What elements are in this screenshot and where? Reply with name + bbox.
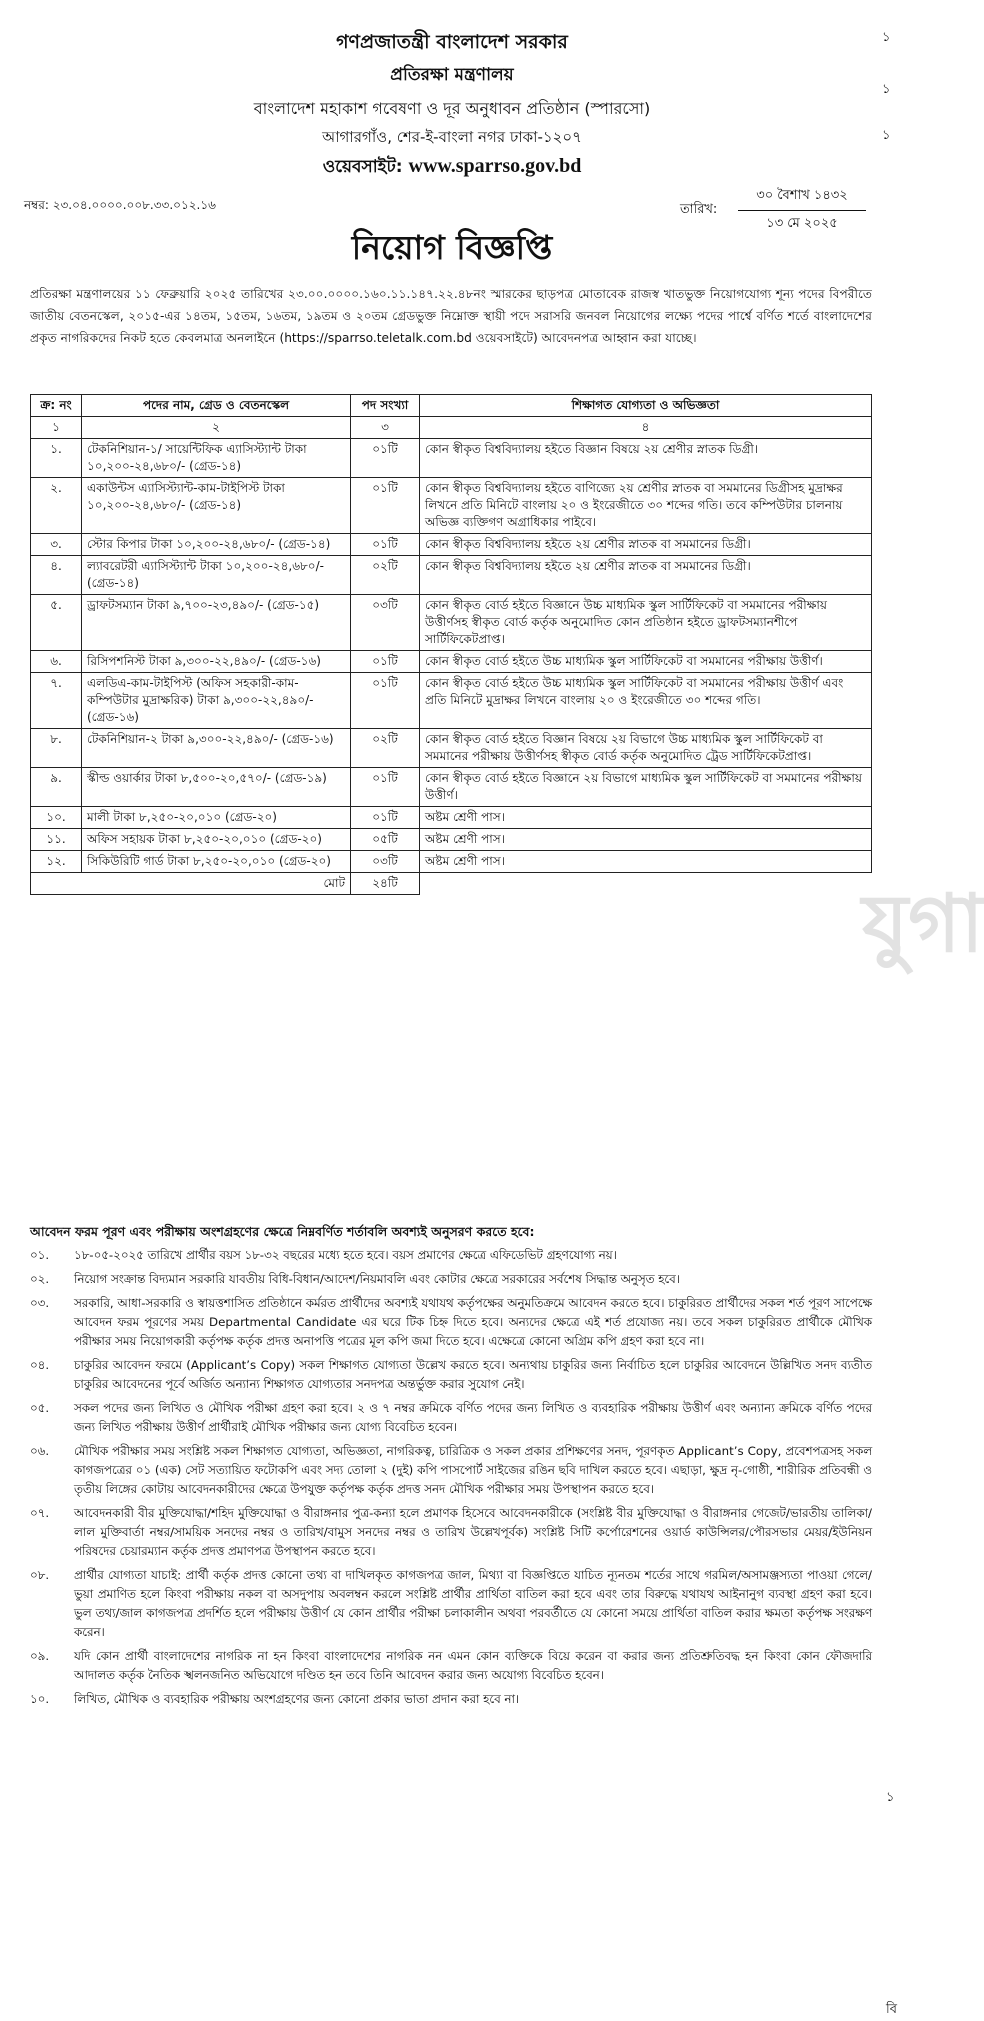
row-count: ০৩টি	[351, 595, 420, 651]
row-post: স্কীল্ড ওয়ার্কার টাকা ৮,৫০০-২০,৫৭০/- (গ্রেড-১৯)	[82, 768, 351, 807]
table-total-row	[31, 873, 872, 895]
row-count: ০১টি	[351, 807, 420, 829]
table-row	[31, 768, 872, 807]
condition-number: ০৫.	[30, 1401, 50, 1415]
row-qualification: অষ্টম শ্রেণী পাস।	[420, 807, 872, 829]
table-header-row	[31, 395, 872, 417]
condition-item	[30, 1566, 872, 1642]
row-count: ০১টি	[351, 651, 420, 673]
row-count: ০২টি	[351, 556, 420, 595]
row-qualification: অষ্টম শ্রেণী পাস।	[420, 829, 872, 851]
table-row	[31, 595, 872, 651]
header-count: পদ সংখ্যা	[351, 395, 420, 417]
total-label: মোট	[31, 873, 351, 895]
table-row	[31, 651, 872, 673]
condition-text: প্রার্থীর যোগ্যতা যাচাই: প্রার্থী কর্তৃক প্রদত্ত কোনো তথ্য বা দাখিলকৃত কাগজপত্র জাল, মিথ্যা বা বিজ্ঞপ্তিতে যাচিত ন্যূনতম শর্তের সাথে গরমিল/অসামঞ্জস্যতা পাওয়া গেলে/ভুয়া প্রমাণিত হলে কিংবা পরীক্ষায় নকল বা অসদুপায় অবলম্বন করলে সংশ্লিষ্ট প্রার্থীর প্রার্থিতা বাতিল করা হবে এবং তার বিরুদ্ধে যথাযথ আইনানুগ ব্যবস্থা গ্রহণ করা হবে। ভুল তথ্য/জাল কাগজপত্র প্রদর্শিত হলে পরীক্ষায় উত্তীর্ণ যে কোন প্রার্থীর পরীক্ষা চলাকালীন অথবা পরবর্তীতে যে কোনো সময়ে প্রার্থিতা বাতিল করার ক্ষমতা কর্তৃপক্ষ সংরক্ষণ করেন।	[74, 1568, 872, 1639]
edge-mark: বি	[886, 2002, 897, 2017]
table-row	[31, 534, 872, 556]
row-count: ০১টি	[351, 439, 420, 478]
row-qualification: কোন স্বীকৃত বিশ্ববিদ্যালয় হইতে ২য় শ্রেণীর স্নাতক বা সমমানের ডিগ্রী।	[420, 534, 872, 556]
watermark: যুগা	[862, 877, 984, 970]
edge-mark: ১	[882, 30, 891, 45]
edge-mark: ১	[886, 1790, 895, 1805]
condition-item	[30, 1647, 872, 1685]
condition-item	[30, 1270, 872, 1289]
condition-text: সরকারি, আধা-সরকারি ও স্বায়ত্তশাসিত প্রতিষ্ঠানে কর্মরত প্রার্থীদের অবশ্যই যথাযথ কর্তৃপক্ষের অনুমতিক্রমে আবেদন করতে হবে। চাকুরিরত প্রার্থীদের সকল শর্ত পূরণ সাপেক্ষে আবেদন ফরম পূরণের সময় Departmental Candidate এর ঘরে টিক চিহ্ন দিতে হবে। অন্যদের ক্ষেত্রে এই শর্ত প্রযোজ্য নয়। তবে সকল চাকুরিরত প্রার্থীকে মৌখিক পরীক্ষার সময় নিয়োগকারী কর্তৃপক্ষ কর্তৃক প্রদত্ত অনাপত্তি পত্রের মূল কপি জমা দিতে হবে। এক্ষেত্রে কোনো অগ্রিম কপি গ্রহণ করা হবে না।	[74, 1296, 872, 1348]
col-number: ৪	[420, 417, 872, 439]
row-count: ০১টি	[351, 478, 420, 534]
row-post: অফিস সহায়ক টাকা ৮,২৫০-২০,০১০ (গ্রেড-২০)	[82, 829, 351, 851]
condition-number: ০৯.	[30, 1649, 50, 1663]
condition-text: সকল পদের জন্য লিখিত ও মৌখিক পরীক্ষা গ্রহণ করা হবে। ২ ও ৭ নম্বর ক্রমিকে বর্ণিত পদের জন্য লিখিত ও ব্যবহারিক পরীক্ষায় উত্তীর্ণ এবং অন্যান্য ক্রমিকে বর্ণিত পদের জন্য লিখিত পরীক্ষায় উত্তীর্ণ প্রার্থীরাই মৌখিক পরীক্ষার জন্য যোগ্য বিবেচিত হবেন।	[74, 1401, 872, 1434]
condition-number: ০৩.	[30, 1296, 50, 1310]
condition-number: ০৮.	[30, 1568, 50, 1582]
row-qualification: কোন স্বীকৃত বিশ্ববিদ্যালয় হইতে বাণিজ্যে ২য় শ্রেণীর স্নাতক বা সমমানের ডিগ্রীসহ মুদ্রাক্ষর লিখনে প্রতি মিনিটে বাংলায় ২০ ও ইংরেজীতে ৩০ শব্দের গতি। তবে কম্পিউটার চালনায় অভিজ্ঞ ব্যক্তিগণ অগ্রাধিকার পাইবে।	[420, 478, 872, 534]
row-count: ০৩টি	[351, 851, 420, 873]
condition-text: যদি কোন প্রার্থী বাংলাদেশের নাগরিক না হন কিংবা বাংলাদেশের নাগরিক নন এমন কোন ব্যক্তিকে বিয়ে করেন বা করার জন্য প্রতিশ্রুতিবদ্ধ হন কিংবা কোন ফৌজদারি আদালত কর্তৃক নৈতিক স্খলনজনিত অভিযোগে দণ্ডিত হন তবে তিনি আবেদন করার জন্য অযোগ্য বিবেচিত হবেন।	[74, 1649, 872, 1682]
condition-item	[30, 1399, 872, 1437]
row-post: ল্যাবরেটরী এ্যাসিস্ট্যান্ট টাকা ১০,২০০-২৪,৬৮০/- (গ্রেড-১৪)	[82, 556, 351, 595]
table-row	[31, 729, 872, 768]
date-english: ১৩ মে ২০২৫	[766, 216, 838, 231]
header-serial: ক্র: নং	[31, 395, 82, 417]
row-qualification: কোন স্বীকৃত বিশ্ববিদ্যালয় হইতে ২য় শ্রেণীর স্নাতক বা সমমানের ডিগ্রী।	[420, 556, 872, 595]
row-post: এলডিএ-কাম-টাইপিস্ট (অফিস সহকারী-কাম-কম্পিউটার মুদ্রাক্ষরিক) টাকা ৯,৩০০-২২,৪৯০/- (গ্রেড-১৬)	[82, 673, 351, 729]
condition-number: ১০.	[30, 1692, 50, 1706]
row-post: স্টোর কিপার টাকা ১০,২০০-২৪,৬৮০/- (গ্রেড-১৪)	[82, 534, 351, 556]
edge-mark: ১	[882, 82, 891, 97]
col-number: ১	[31, 417, 82, 439]
conditions-heading: আবেদন ফরম পূরণ এবং পরীক্ষায় অংশগ্রহণের ক্ষেত্রে নিম্নবর্ণিত শর্তাবলি অবশ্যই অনুসরণ করতে হবে:	[30, 1224, 535, 1239]
condition-text: ১৮-০৫-২০২৫ তারিখে প্রার্থীর বয়স ১৮-৩২ বছরের মধ্যে হতে হবে। বয়স প্রমাণের ক্ষেত্রে এফিডেভিট গ্রহণযোগ্য নয়।	[74, 1248, 617, 1262]
condition-item	[30, 1504, 872, 1561]
table-column-number-row	[31, 417, 872, 439]
condition-text: লিখিত, মৌখিক ও ব্যবহারিক পরীক্ষায় অংশগ্রহণের জন্য কোনো প্রকার ভাতা প্রদান করা হবে না।	[74, 1692, 520, 1706]
row-qualification: কোন স্বীকৃত বোর্ড হইতে বিজ্ঞানে ২য় বিভাগে মাধ্যমিক স্কুল সার্টিফিকেট বা সমমানের পরীক্ষায় উত্তীর্ণ।	[420, 768, 872, 807]
header-website	[0, 154, 904, 182]
row-serial: ৫.	[31, 595, 82, 651]
row-serial: ৭.	[31, 673, 82, 729]
website-url: www.sparrso.gov.bd	[408, 155, 582, 177]
condition-number: ০৭.	[30, 1506, 50, 1520]
website-label: ওয়েবসাইট:	[322, 157, 403, 177]
date-label: তারিখ:	[680, 202, 718, 217]
col-number: ৩	[351, 417, 420, 439]
condition-item	[30, 1294, 872, 1351]
table-row	[31, 478, 872, 534]
row-serial: ১১.	[31, 829, 82, 851]
row-post: টেকনিশিয়ান-১/ সায়েন্টিফিক এ্যাসিস্ট্যান্ট টাকা ১০,২০০-২৪,৬৮০/- (গ্রেড-১৪)	[82, 439, 351, 478]
row-post: ড্রাফটসম্যান টাকা ৯,৭০০-২৩,৪৯০/- (গ্রেড-১৫)	[82, 595, 351, 651]
row-count: ০২টি	[351, 729, 420, 768]
intro-paragraph: প্রতিরক্ষা মন্ত্রণালয়ের ১১ ফেব্রুয়ারি ২০২৫ তারিখের ২৩.০০.০০০০.১৬০.১১.১৪৭.২২.৪৮নং স্মারকের ছাড়পত্র মোতাবেক রাজস্ব খাতভুক্ত নিয়োগযোগ্য শূন্য পদের বিপরীতে জাতীয় বেতনস্কেল, ২০১৫-এর ১৪তম, ১৫তম, ১৬তম, ১৯তম ও ২০তম গ্রেডভুক্ত নিম্নোক্ত স্থায়ী পদে সরাসরি জনবল নিয়োগের লক্ষ্যে পদের পার্শ্বে বর্ণিত শর্তে বাংলাদেশের প্রকৃত নাগরিকদের নিকট হতে কেবলমাত্র অনলাইনে (https://sparrso.teletalk.com.bd ওয়েবসাইটে) আবেদনপত্র আহ্বান করা যাচ্ছে।	[30, 287, 872, 345]
row-qualification: কোন স্বীকৃত বোর্ড হইতে বিজ্ঞানে উচ্চ মাধ্যমিক স্কুল সার্টিফিকেট বা সমমানের পরীক্ষায় উত্তীর্ণসহ স্বীকৃত বোর্ড কর্তৃক অনুমোদিত কোন প্রতিষ্ঠান হইতে ড্রাফটসম্যানশীপে সার্টিফিকেটপ্রাপ্ত।	[420, 595, 872, 651]
condition-item	[30, 1246, 872, 1265]
row-count: ০১টি	[351, 534, 420, 556]
condition-item	[30, 1356, 872, 1394]
condition-item	[30, 1690, 872, 1709]
condition-number: ০৪.	[30, 1358, 50, 1372]
condition-text: মৌখিক পরীক্ষার সময় সংশ্লিষ্ট সকল শিক্ষাগত যোগ্যতা, অভিজ্ঞতা, নাগরিকত্ব, চারিত্রিক ও সকল প্রকার প্রশিক্ষণের সনদ, পূরণকৃত Applicant’s Copy, প্রবেশপত্রসহ সকল কাগজপত্রের ০১ (এক) সেট সত্যায়িত ফটোকপি এবং সদ্য তোলা ২ (দুই) কপি পাসপোর্ট সাইজের রঙিন ছবি দাখিল করতে হবে। এছাড়া, ক্ষুদ্র নৃ-গোষ্ঠী, শারীরিক প্রতিবন্ধী ও তৃতীয় লিঙ্গের কোটায় আবেদনকারীদের ক্ষেত্রে উপযুক্ত কর্তৃপক্ষ কর্তৃক প্রদত্ত সনদ মৌখিক পরীক্ষার সময় উপস্থাপন করতে হবে।	[74, 1444, 872, 1496]
total-empty	[420, 873, 872, 895]
row-qualification: অষ্টম শ্রেণী পাস।	[420, 851, 872, 873]
header-qualification: শিক্ষাগত যোগ্যতা ও অভিজ্ঞতা	[420, 395, 872, 417]
col-number: ২	[82, 417, 351, 439]
table-row	[31, 439, 872, 478]
condition-item	[30, 1442, 872, 1499]
row-qualification: কোন স্বীকৃত বোর্ড হইতে উচ্চ মাধ্যমিক স্কুল সার্টিফিকেট বা সমমানের পরীক্ষায় উত্তীর্ণ।	[420, 651, 872, 673]
edge-mark: ১	[882, 128, 891, 143]
row-serial: ৮.	[31, 729, 82, 768]
table-row	[31, 556, 872, 595]
condition-text: আবেদনকারী বীর মুক্তিযোদ্ধা/শহিদ মুক্তিযোদ্ধা ও বীরাঙ্গনার পুত্র-কন্যা হলে প্রমাণক হিসেবে আবেদনকারীকে (সংশ্লিষ্ট বীর মুক্তিযোদ্ধা ও বীরাঙ্গনার গেজেট/ভারতীয় তালিকা/লাল মুক্তিবার্তা নম্বর/সাময়িক সনদের নম্বর ও তারিখ/বামুস সনদের নম্বর ও তারিখ উল্লেখপূর্বক) সংশ্লিষ্ট সিটি কর্পোরেশনের ওয়ার্ড কাউন্সিলর/পৌরসভার মেয়র/ইউনিয়ন পরিষদের চেয়ারম্যান কর্তৃক প্রদত্ত প্রমাণপত্র উপস্থাপন করতে হবে।	[74, 1506, 872, 1558]
header-ministry: প্রতিরক্ষা মন্ত্রণালয়	[390, 65, 514, 85]
row-serial: ৯.	[31, 768, 82, 807]
row-serial: ৩.	[31, 534, 82, 556]
table-row	[31, 851, 872, 873]
row-post: মালী টাকা ৮,২৫০-২০,০১০ (গ্রেড-২০)	[82, 807, 351, 829]
conditions-list	[30, 1246, 872, 1714]
row-serial: ১০.	[31, 807, 82, 829]
row-serial: ১২.	[31, 851, 82, 873]
row-count: ০৫টি	[351, 829, 420, 851]
date-bangla: ৩০ বৈশাখ ১৪৩২	[738, 186, 866, 211]
condition-text: নিয়োগ সংক্রান্ত বিদ্যমান সরকারি যাবতীয় বিধি-বিধান/আদেশ/নিয়মাবলি এবং কোটার ক্ষেত্রে সরকারের সর্বশেষ সিদ্ধান্ত অনুসৃত হবে।	[74, 1272, 680, 1286]
total-count: ২৪টি	[351, 873, 420, 895]
condition-number: ০৬.	[30, 1444, 50, 1458]
row-qualification: কোন স্বীকৃত বোর্ড হইতে বিজ্ঞান বিষয়ে ২য় বিভাগে উচ্চ মাধ্যমিক স্কুল সার্টিফিকেট বা সমমানের পরীক্ষায় উত্তীর্ণসহ স্বীকৃত বোর্ড কর্তৃক অনুমোদিত ট্রেড সার্টিফিকেটপ্রাপ্ত।	[420, 729, 872, 768]
row-post: সিকিউরিটি গার্ড টাকা ৮,২৫০-২০,০১০ (গ্রেড-২০)	[82, 851, 351, 873]
header-address: আগারগাঁও, শের-ই-বাংলা নগর ঢাকা-১২০৭	[322, 128, 582, 146]
row-serial: ১.	[31, 439, 82, 478]
posts-table	[30, 394, 872, 895]
table-row	[31, 673, 872, 729]
row-count: ০১টি	[351, 768, 420, 807]
condition-text: চাকুরির আবেদন ফরমে (Applicant’s Copy) সকল শিক্ষাগত যোগ্যতা উল্লেখ করতে হবে। অন্যথায় চাকুরির জন্য নির্বাচিত হলে চাকুরির আবেদনে উল্লিখিত সনদ ব্যতীত চাকুরির আবেদনের পূর্বে অর্জিত অন্যান্য শিক্ষাগত যোগ্যতার সনদপত্র অন্তর্ভুক্ত করার সুযোগ নেই।	[74, 1358, 872, 1391]
row-post: টেকনিশিয়ান-২ টাকা ৯,৩০০-২২,৪৯০/- (গ্রেড-১৬)	[82, 729, 351, 768]
header-organization: বাংলাদেশ মহাকাশ গবেষণা ও দূর অনুধাবন প্রতিষ্ঠান (স্পারসো)	[253, 99, 651, 118]
row-count: ০১টি	[351, 673, 420, 729]
table-row	[31, 807, 872, 829]
row-post: রিসিপশনিস্ট টাকা ৯,৩০০-২২,৪৯০/- (গ্রেড-১৬)	[82, 651, 351, 673]
memo-number: নম্বর: ২৩.০৪.০০০০.০০৮.৩৩.০১২.১৬	[24, 198, 216, 212]
row-qualification: কোন স্বীকৃত বিশ্ববিদ্যালয় হইতে বিজ্ঞান বিষয়ে ২য় শ্রেণীর স্নাতক ডিগ্রী।	[420, 439, 872, 478]
condition-number: ০২.	[30, 1272, 50, 1286]
header-post: পদের নাম, গ্রেড ও বেতনস্কেল	[82, 395, 351, 417]
row-serial: ৬.	[31, 651, 82, 673]
condition-number: ০১.	[30, 1248, 50, 1262]
row-serial: ৪.	[31, 556, 82, 595]
header-government: গণপ্রজাতন্ত্রী বাংলাদেশ সরকার	[336, 31, 568, 53]
row-qualification: কোন স্বীকৃত বোর্ড হইতে উচ্চ মাধ্যমিক স্কুল সার্টিফিকেট বা সমমানের পরীক্ষায় উত্তীর্ণ এবং প্রতি মিনিটে মুদ্রাক্ষর লিখনে বাংলায় ২০ ও ইংরেজীতে ৩০ শব্দের গতি।	[420, 673, 872, 729]
row-serial: ২.	[31, 478, 82, 534]
table-row	[31, 829, 872, 851]
page-title: নিয়োগ বিজ্ঞপ্তি	[351, 228, 553, 267]
row-post: একাউন্টস এ্যাসিস্ট্যান্ট-কাম-টাইপিস্ট টাকা ১০,২০০-২৪,৬৮০/- (গ্রেড-১৪)	[82, 478, 351, 534]
